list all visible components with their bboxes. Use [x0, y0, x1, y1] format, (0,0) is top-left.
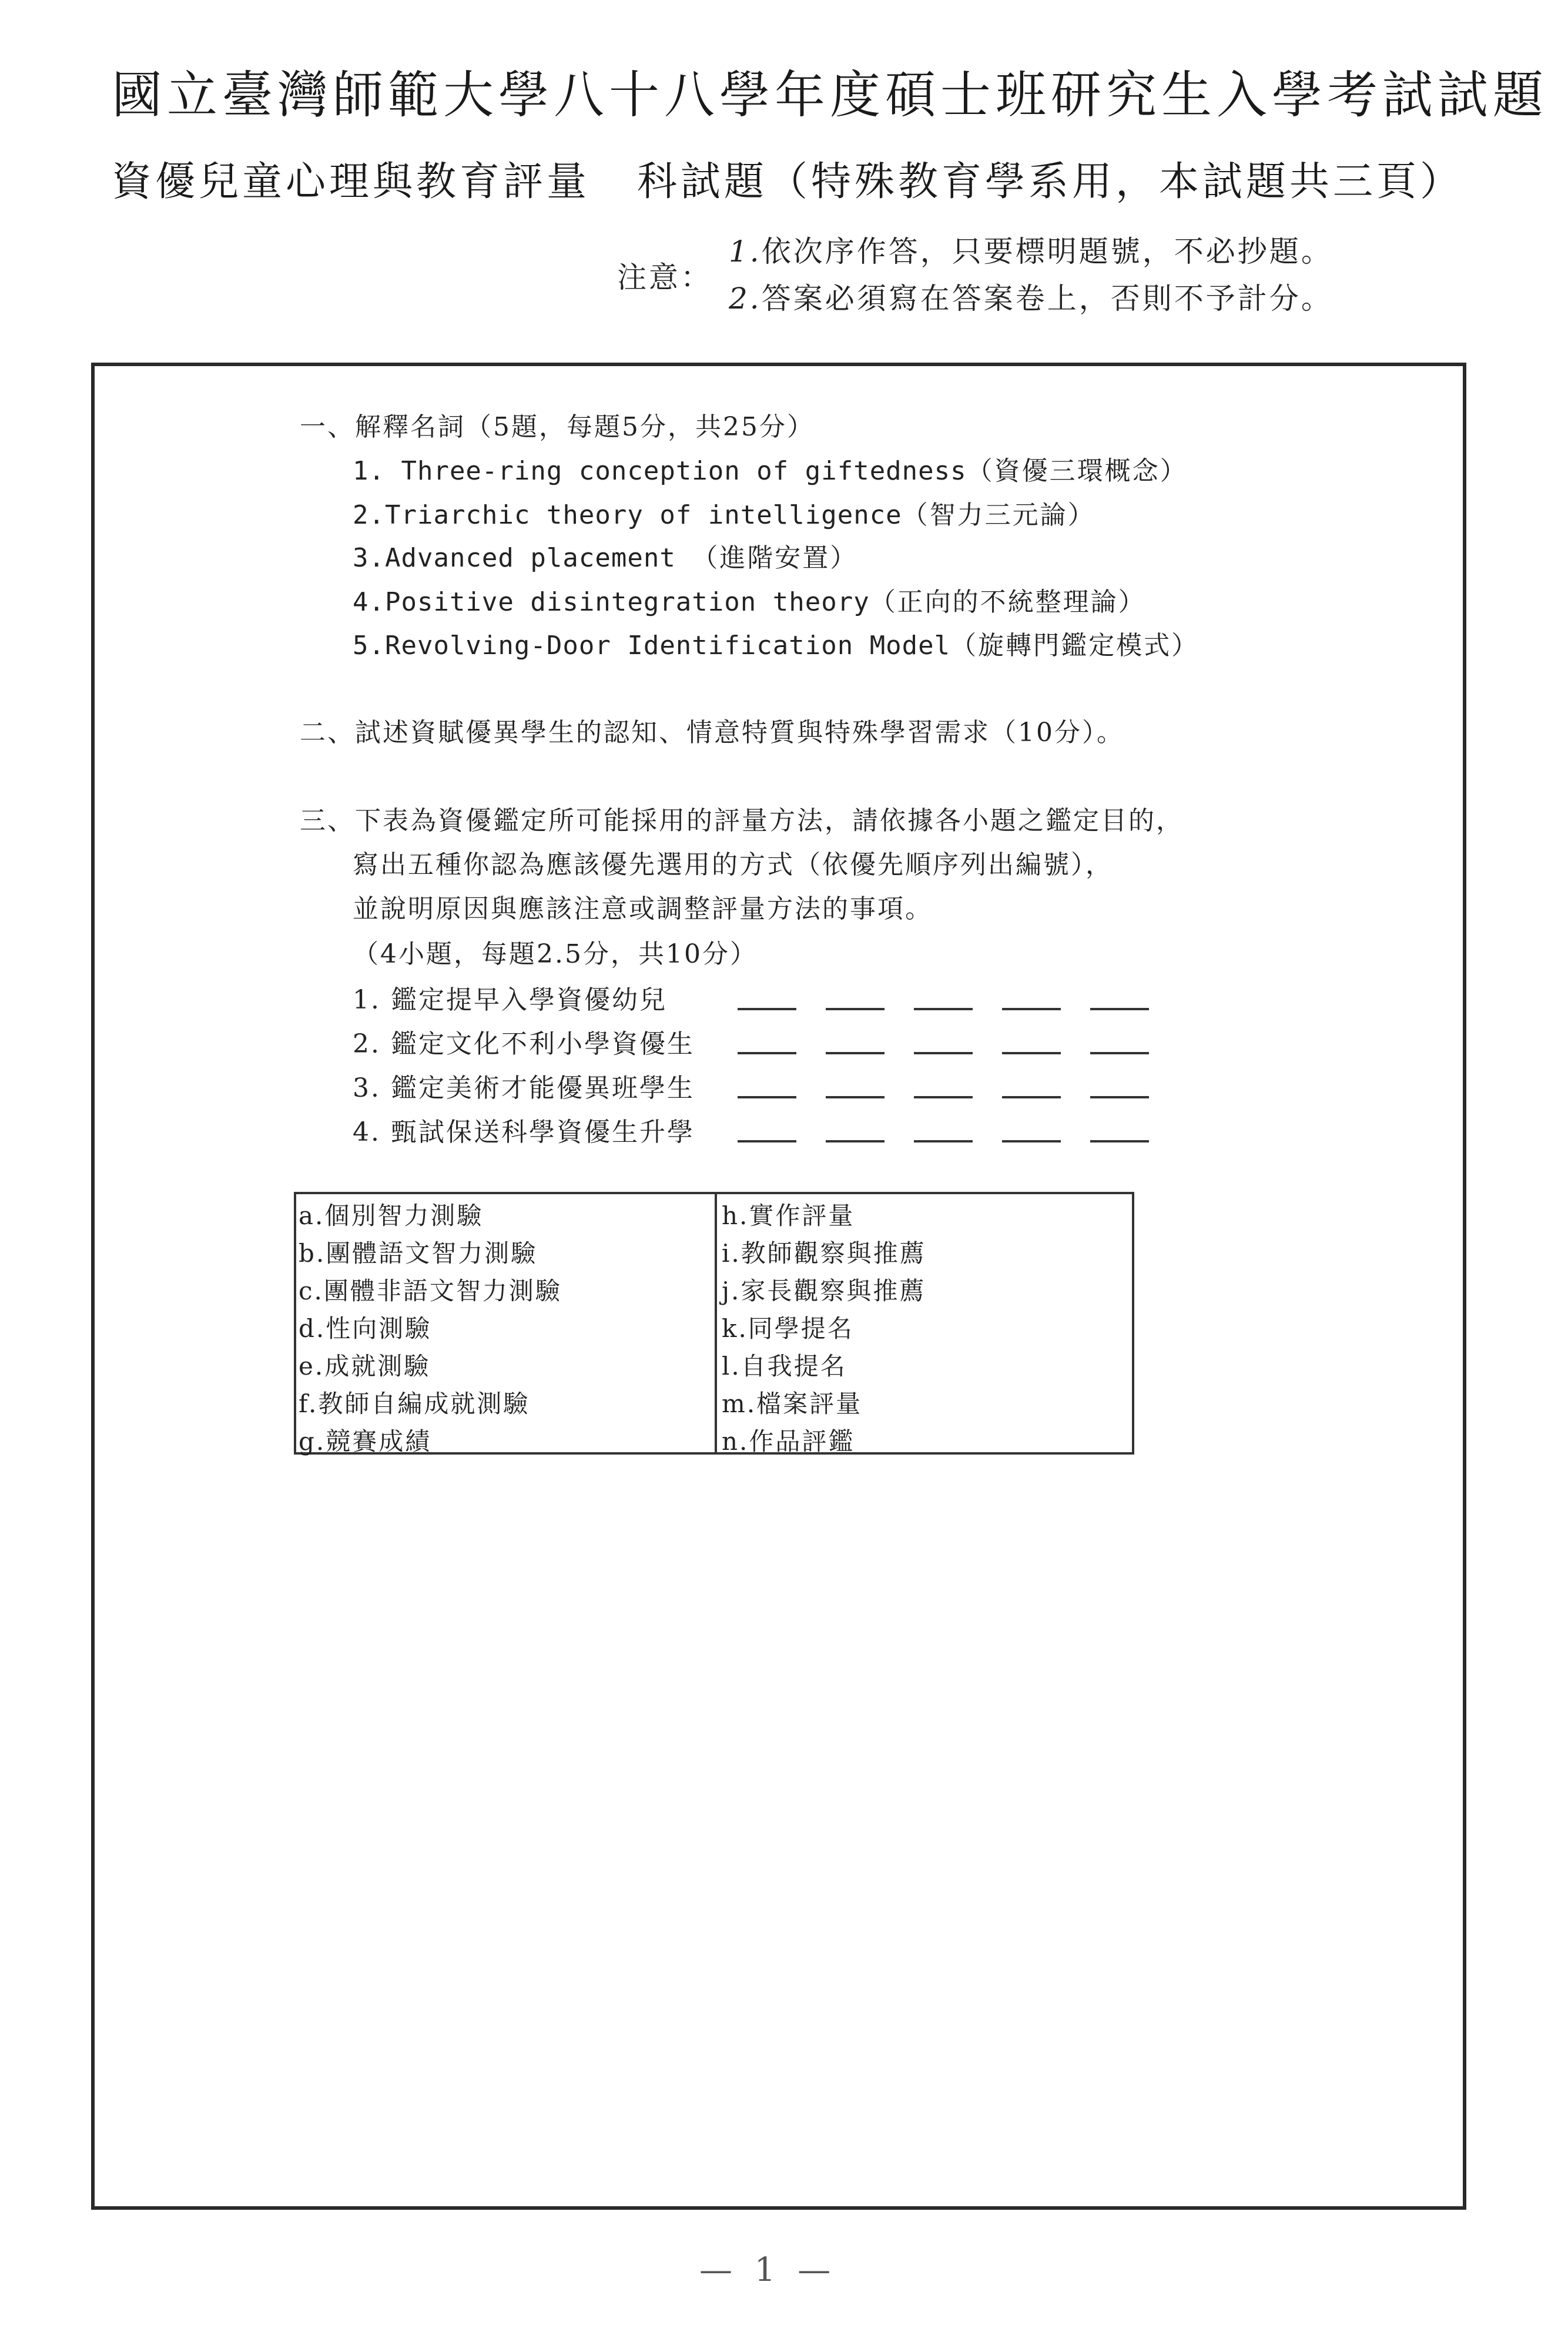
term-chinese: （進階安置）	[692, 543, 858, 573]
term-english: 1. Three-ring conception of giftedness	[353, 456, 967, 486]
subject-suffix: 科試題（特殊教育學系用，本試題共三頁）	[637, 159, 1464, 205]
term-english: 5.Revolving-Door Identification Model	[353, 631, 951, 661]
notice-number: 1.	[729, 234, 762, 269]
exam-title: 國立臺灣師範大學八十八學年度碩士班研究生入學考試試題	[112, 66, 1548, 125]
answer-blank	[1090, 1002, 1149, 1010]
assessment-methods-table	[294, 1192, 1134, 1455]
section1-heading: 一、解釋名詞（5題，每題5分，共25分）	[300, 412, 815, 442]
subject-name: 資優兒童心理與教育評量	[112, 159, 591, 205]
notice-number: 2.	[729, 282, 762, 316]
term-chinese: （智力三元論）	[902, 500, 1095, 530]
answer-blank	[1002, 1090, 1061, 1098]
answer-blank	[738, 1090, 796, 1098]
section3-points: （4小題，每題2.5分，共10分）	[353, 939, 758, 969]
option-d: d.性向測驗	[299, 1314, 432, 1343]
answer-blank	[914, 1002, 973, 1010]
answer-blank	[914, 1090, 973, 1098]
section3-heading: 三、下表為資優鑑定所可能採用的評量方法，請依據各小題之鑑定目的，	[300, 806, 1184, 836]
notice-item-2	[729, 275, 1333, 317]
term-item	[353, 537, 857, 574]
option-b: b.團體語文智力測驗	[299, 1239, 538, 1268]
term-chinese: （正向的不統整理論）	[869, 587, 1146, 617]
answer-blank	[1090, 1134, 1149, 1142]
term-chinese: （旋轉門鑑定模式）	[950, 631, 1200, 661]
answer-blank	[826, 1002, 884, 1010]
option-m: m.檔案評量	[722, 1389, 863, 1418]
option-a: a.個別智力測驗	[299, 1201, 484, 1230]
term-english: 4.Positive disintegration theory	[353, 587, 870, 617]
subquestion-1: 1. 鑑定提早入學資優幼兒	[353, 985, 667, 1015]
subquestion-3: 3. 鑑定美術才能優異班學生	[353, 1073, 695, 1103]
term-item	[353, 494, 1095, 531]
term-item	[353, 581, 1146, 618]
section2-heading: 二、試述資賦優異學生的認知、情意特質與特殊學習需求（10分）。	[300, 718, 1124, 748]
page-number: — 1 —	[699, 2251, 837, 2289]
notice-label: 注意：	[617, 260, 712, 294]
option-e: e.成就測驗	[299, 1352, 431, 1381]
answer-blank	[826, 1046, 884, 1054]
section3-line: 並說明原因與應該注意或調整評量方法的事項。	[353, 894, 933, 924]
section3-line: 寫出五種你認為應該優先選用的方式（依優先順序列出編號），	[353, 850, 1113, 880]
answer-blank	[1002, 1046, 1061, 1054]
answer-blank	[914, 1046, 973, 1054]
answer-blank	[826, 1134, 884, 1142]
notice-text: 依次序作答，只要標明題號，不必抄題。	[761, 234, 1333, 269]
term-english: 2.Triarchic theory of intelligence	[353, 500, 902, 530]
term-item	[353, 450, 1188, 487]
term-item	[353, 624, 1199, 662]
term-chinese: （資優三環概念）	[966, 456, 1188, 486]
answer-blank	[738, 1134, 796, 1142]
answer-blank	[826, 1090, 884, 1098]
answer-blank	[1002, 1002, 1061, 1010]
answer-blank	[738, 1002, 796, 1010]
option-h: h.實作評量	[722, 1201, 855, 1230]
option-g: g.競賽成績	[299, 1427, 432, 1456]
option-i: i.教師觀察與推薦	[722, 1239, 926, 1268]
notice-item-1	[729, 228, 1333, 270]
notice-text: 答案必須寫在答案卷上，否則不予計分。	[761, 282, 1333, 316]
subquestion-2: 2. 鑑定文化不利小學資優生	[353, 1029, 695, 1059]
term-english: 3.Advanced placement	[353, 543, 692, 573]
option-n: n.作品評鑑	[722, 1427, 855, 1456]
option-l: l.自我提名	[722, 1352, 847, 1381]
table-divider	[715, 1194, 717, 1452]
subquestion-4: 4. 甄試保送科學資優生升學	[353, 1117, 695, 1147]
answer-blank	[1002, 1134, 1061, 1142]
option-j: j.家長觀察與推薦	[722, 1276, 926, 1305]
exam-subtitle	[112, 150, 1463, 207]
option-k: k.同學提名	[722, 1314, 854, 1343]
answer-blank	[1090, 1046, 1149, 1054]
answer-blank	[1090, 1090, 1149, 1098]
option-f: f.教師自編成就測驗	[299, 1389, 530, 1418]
answer-blank	[738, 1046, 796, 1054]
option-c: c.團體非語文智力測驗	[299, 1276, 562, 1305]
answer-blank	[914, 1134, 973, 1142]
